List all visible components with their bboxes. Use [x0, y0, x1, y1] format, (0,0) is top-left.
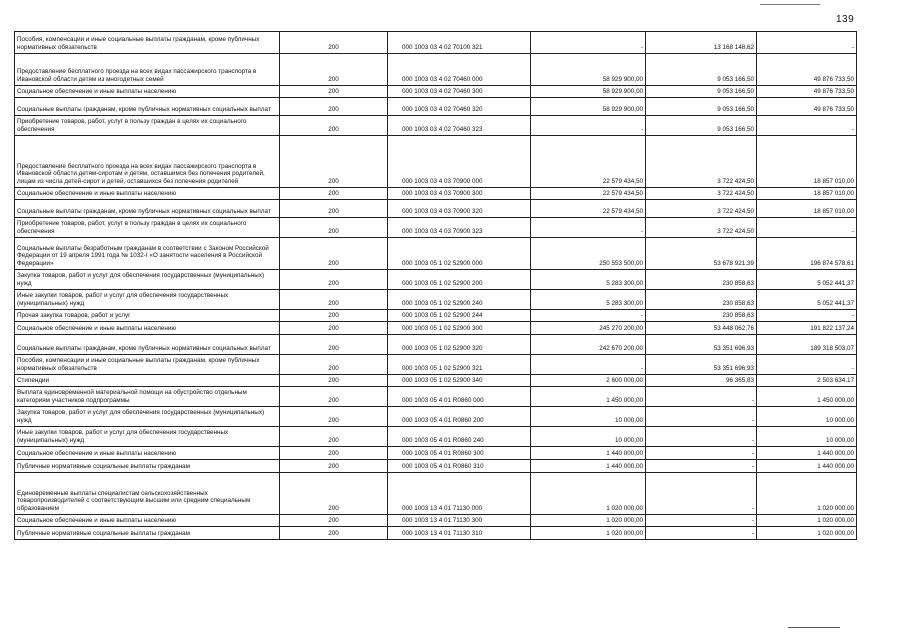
- cell-budget-classification-code: 000 1003 13 4 01 71130 300: [388, 515, 531, 527]
- cell-budget-classification-code: 000 1003 05 4 01 R0860 310: [388, 460, 531, 473]
- cell-description: Социальные выплаты гражданам, кроме публичных нормативных социальных выплат: [15, 200, 280, 218]
- cell-line-code: 200: [280, 54, 388, 86]
- cell-line-code: 200: [280, 188, 388, 200]
- cell-line-code: 200: [280, 387, 388, 407]
- cell-unexecuted-amount: 191 822 137,24: [757, 322, 857, 335]
- cell-description: Социальное обеспечение и иные выплаты населению: [15, 188, 280, 200]
- cell-line-code: 200: [280, 515, 388, 527]
- cell-line-code: 200: [280, 270, 388, 290]
- cell-description: Предоставление бесплатного проезда на всех видах пассажирского транспорта в Ивановской области детям из многодетных семей: [15, 54, 280, 86]
- table-row: [15, 218, 857, 238]
- cell-line-code: 200: [280, 473, 388, 515]
- cell-description: Социальное обеспечение и иные выплаты населению: [15, 322, 280, 335]
- cell-line-code: 200: [280, 218, 388, 238]
- cell-description: Пособия, компенсации и иные социальные выплаты гражданам, кроме публичных нормативных обязательств: [15, 355, 280, 375]
- table-row: [15, 355, 857, 375]
- cell-budget-classification-code: 000 1003 03 4 02 70460 300: [388, 86, 531, 98]
- cell-description: Социальные выплаты гражданам, кроме публичных нормативных социальных выплат: [15, 335, 280, 355]
- cell-unexecuted-amount: 49 876 733,50: [757, 54, 857, 86]
- cell-unexecuted-amount: 189 318 503,07: [757, 335, 857, 355]
- cell-unexecuted-amount: -: [757, 116, 857, 136]
- cell-executed-amount: 9 053 166,50: [646, 54, 757, 86]
- cell-line-code: 200: [280, 310, 388, 322]
- cell-approved-amount: 2 600 000,00: [531, 375, 646, 387]
- table-row: [15, 310, 857, 322]
- cell-executed-amount: 3 722 424,50: [646, 218, 757, 238]
- table-row: [15, 116, 857, 136]
- cell-line-code: 200: [280, 322, 388, 335]
- cell-approved-amount: -: [531, 218, 646, 238]
- table-row: [15, 527, 857, 540]
- cell-executed-amount: 13 168 148,62: [646, 32, 757, 54]
- cell-budget-classification-code: 000 1003 03 4 03 70900 300: [388, 188, 531, 200]
- cell-line-code: 200: [280, 200, 388, 218]
- cell-line-code: 200: [280, 290, 388, 310]
- cell-executed-amount: 3 722 424,50: [646, 188, 757, 200]
- cell-line-code: 200: [280, 335, 388, 355]
- cell-approved-amount: 10 000,00: [531, 407, 646, 427]
- cell-executed-amount: 53 448 062,76: [646, 322, 757, 335]
- cell-description: Прочая закупка товаров, работ и услуг: [15, 310, 280, 322]
- cell-description: Стипендии: [15, 375, 280, 387]
- table-row: [15, 188, 857, 200]
- cell-line-code: 200: [280, 238, 388, 270]
- cell-approved-amount: 245 270 200,00: [531, 322, 646, 335]
- cell-description: Социальное обеспечение и иные выплаты населению: [15, 447, 280, 460]
- table-row: [15, 136, 857, 188]
- cell-executed-amount: -: [646, 527, 757, 540]
- cell-unexecuted-amount: 18 857 010,00: [757, 136, 857, 188]
- cell-description: Публичные нормативные социальные выплаты гражданам: [15, 460, 280, 473]
- table-row: [15, 200, 857, 218]
- cell-line-code: 200: [280, 136, 388, 188]
- cell-unexecuted-amount: 1 440 000,00: [757, 447, 857, 460]
- cell-unexecuted-amount: 1 450 000,00: [757, 387, 857, 407]
- cell-budget-classification-code: 000 1003 13 4 01 71130 000: [388, 473, 531, 515]
- cell-unexecuted-amount: 10 000,00: [757, 407, 857, 427]
- cell-approved-amount: -: [531, 310, 646, 322]
- cell-executed-amount: 9 053 166,50: [646, 86, 757, 98]
- cell-approved-amount: 1 440 000,00: [531, 447, 646, 460]
- cell-line-code: 200: [280, 32, 388, 54]
- cell-executed-amount: 96 365,83: [646, 375, 757, 387]
- cell-budget-classification-code: 000 1003 05 1 02 52900 321: [388, 355, 531, 375]
- cell-line-code: 200: [280, 527, 388, 540]
- cell-description: Социальное обеспечение и иные выплаты населению: [15, 86, 280, 98]
- cell-executed-amount: 230 858,63: [646, 290, 757, 310]
- cell-executed-amount: 9 053 166,50: [646, 116, 757, 136]
- cell-description: Публичные нормативные социальные выплаты гражданам: [15, 527, 280, 540]
- cell-executed-amount: 230 858,63: [646, 270, 757, 290]
- table-row: [15, 322, 857, 335]
- cell-line-code: 200: [280, 427, 388, 447]
- cell-unexecuted-amount: -: [757, 310, 857, 322]
- cell-approved-amount: -: [531, 116, 646, 136]
- budget-table: [14, 31, 857, 540]
- cell-executed-amount: -: [646, 515, 757, 527]
- cell-unexecuted-amount: -: [757, 355, 857, 375]
- table-row: [15, 238, 857, 270]
- cell-approved-amount: 58 929 900,00: [531, 54, 646, 86]
- table-row: [15, 32, 857, 54]
- cell-executed-amount: -: [646, 460, 757, 473]
- cell-description: Единовременные выплаты специалистам сельскохозяйственных товаропроизводителей с соответствующим высшим или средним специальным образованием: [15, 473, 280, 515]
- table-row: [15, 407, 857, 427]
- cell-executed-amount: 53 351 696,93: [646, 355, 757, 375]
- cell-description: Иные закупки товаров, работ и услуг для обеспечения государственных (муниципальных) нужд: [15, 427, 280, 447]
- cell-budget-classification-code: 000 1003 05 4 01 R0860 240: [388, 427, 531, 447]
- cell-budget-classification-code: 000 1003 03 4 02 70100 321: [388, 32, 531, 54]
- cell-line-code: 200: [280, 447, 388, 460]
- table-row: [15, 270, 857, 290]
- cell-unexecuted-amount: -: [757, 32, 857, 54]
- cell-description: Социальное обеспечение и иные выплаты населению: [15, 515, 280, 527]
- cell-approved-amount: 10 000,00: [531, 427, 646, 447]
- cell-budget-classification-code: 000 1003 05 1 02 52900 200: [388, 270, 531, 290]
- cell-executed-amount: -: [646, 447, 757, 460]
- table-row: [15, 387, 857, 407]
- cell-executed-amount: -: [646, 407, 757, 427]
- cell-approved-amount: 5 283 300,00: [531, 290, 646, 310]
- table-row: [15, 98, 857, 116]
- table-row: [15, 460, 857, 473]
- cell-unexecuted-amount: 18 857 010,00: [757, 188, 857, 200]
- cell-unexecuted-amount: 2 503 634,17: [757, 375, 857, 387]
- table-row: [15, 290, 857, 310]
- cell-executed-amount: -: [646, 387, 757, 407]
- cell-budget-classification-code: 000 1003 05 4 01 R0860 300: [388, 447, 531, 460]
- cell-approved-amount: 250 553 500,00: [531, 238, 646, 270]
- top-rule: [760, 4, 820, 5]
- cell-description: Приобретение товаров, работ, услуг в пользу граждан в целях их социального обеспечения: [15, 116, 280, 136]
- cell-approved-amount: 1 020 000,00: [531, 473, 646, 515]
- page-number: 139: [836, 14, 855, 25]
- cell-line-code: 200: [280, 460, 388, 473]
- table-row: [15, 473, 857, 515]
- table-row: [15, 427, 857, 447]
- cell-unexecuted-amount: -: [757, 218, 857, 238]
- budget-table-body: [15, 32, 857, 540]
- cell-description: Предоставление бесплатного проезда на всех видах пассажирского транспорта в Ивановской области детям-сиротам и детям, оставшимся без попечения родителей, лицам из числа детей-сирот и детей, оставшихся без попечения родителей: [15, 136, 280, 188]
- cell-budget-classification-code: 000 1003 05 4 01 R0860 200: [388, 407, 531, 427]
- cell-description: Выплата единовременной материальной помощи на обустройство отдельным категориям участников подпрограммы: [15, 387, 280, 407]
- cell-description: Закупка товаров, работ и услуг для обеспечения государственных (муниципальных) нужд: [15, 270, 280, 290]
- cell-description: Закупка товаров, работ и услуг для обеспечения государственных (муниципальных) нужд: [15, 407, 280, 427]
- cell-line-code: 200: [280, 98, 388, 116]
- cell-description: Иные закупки товаров, работ и услуг для обеспечения государственных (муниципальных) нужд: [15, 290, 280, 310]
- cell-line-code: 200: [280, 86, 388, 98]
- cell-approved-amount: 1 020 000,00: [531, 515, 646, 527]
- cell-unexecuted-amount: 1 020 000,00: [757, 515, 857, 527]
- cell-budget-classification-code: 000 1003 05 1 02 52900 240: [388, 290, 531, 310]
- cell-budget-classification-code: 000 1003 05 1 02 52900 000: [388, 238, 531, 270]
- table-row: [15, 447, 857, 460]
- cell-unexecuted-amount: 49 876 733,50: [757, 98, 857, 116]
- cell-executed-amount: -: [646, 427, 757, 447]
- cell-budget-classification-code: 000 1003 03 4 03 70900 320: [388, 200, 531, 218]
- cell-description: Приобретение товаров, работ, услуг в пользу граждан в целях их социального обеспечения: [15, 218, 280, 238]
- cell-approved-amount: 1 450 000,00: [531, 387, 646, 407]
- cell-budget-classification-code: 000 1003 13 4 01 71130 310: [388, 527, 531, 540]
- cell-approved-amount: 58 929 900,00: [531, 86, 646, 98]
- cell-executed-amount: 53 678 921,39: [646, 238, 757, 270]
- cell-executed-amount: 230 858,63: [646, 310, 757, 322]
- cell-budget-classification-code: 000 1003 05 1 02 52900 244: [388, 310, 531, 322]
- cell-description: Социальные выплаты гражданам, кроме публичных нормативных социальных выплат: [15, 98, 280, 116]
- cell-executed-amount: 3 722 424,50: [646, 136, 757, 188]
- cell-unexecuted-amount: 196 874 578,61: [757, 238, 857, 270]
- cell-unexecuted-amount: 18 857 010,00: [757, 200, 857, 218]
- cell-description: Пособия, компенсации и иные социальные выплаты гражданам, кроме публичных нормативных обязательств: [15, 32, 280, 54]
- cell-line-code: 200: [280, 375, 388, 387]
- cell-budget-classification-code: 000 1003 03 4 02 70460 000: [388, 54, 531, 86]
- cell-unexecuted-amount: 1 020 000,00: [757, 473, 857, 515]
- cell-unexecuted-amount: 10 000,00: [757, 427, 857, 447]
- cell-budget-classification-code: 000 1003 05 1 02 52900 340: [388, 375, 531, 387]
- cell-budget-classification-code: 000 1003 05 1 02 52900 300: [388, 322, 531, 335]
- cell-approved-amount: 22 579 434,50: [531, 136, 646, 188]
- cell-approved-amount: -: [531, 355, 646, 375]
- cell-line-code: 200: [280, 116, 388, 136]
- cell-executed-amount: 9 053 166,50: [646, 98, 757, 116]
- cell-budget-classification-code: 000 1003 03 4 02 70460 320: [388, 98, 531, 116]
- cell-budget-classification-code: 000 1003 03 4 03 70900 000: [388, 136, 531, 188]
- cell-approved-amount: 1 440 000,00: [531, 460, 646, 473]
- cell-approved-amount: 22 579 434,50: [531, 188, 646, 200]
- table-row: [15, 54, 857, 86]
- cell-line-code: 200: [280, 407, 388, 427]
- cell-unexecuted-amount: 1 020 000,00: [757, 527, 857, 540]
- cell-budget-classification-code: 000 1003 03 4 03 70900 323: [388, 218, 531, 238]
- cell-executed-amount: -: [646, 473, 757, 515]
- cell-budget-classification-code: 000 1003 05 4 01 R0860 000: [388, 387, 531, 407]
- cell-approved-amount: 1 020 000,00: [531, 527, 646, 540]
- cell-unexecuted-amount: 5 052 441,37: [757, 270, 857, 290]
- cell-unexecuted-amount: 1 440 000,00: [757, 460, 857, 473]
- cell-unexecuted-amount: 49 876 733,50: [757, 86, 857, 98]
- table-row: [15, 335, 857, 355]
- cell-unexecuted-amount: 5 052 441,37: [757, 290, 857, 310]
- cell-approved-amount: 58 929 900,00: [531, 98, 646, 116]
- cell-executed-amount: 53 351 696,93: [646, 335, 757, 355]
- cell-approved-amount: 5 283 300,00: [531, 270, 646, 290]
- cell-budget-classification-code: 000 1003 03 4 02 70460 323: [388, 116, 531, 136]
- cell-approved-amount: -: [531, 32, 646, 54]
- table-row: [15, 86, 857, 98]
- cell-description: Социальные выплаты безработным гражданам в соответствии с Законом Российской Федерации от 19 апреля 1991 года № 1032-I «О занятости населения в Российской Федерации»: [15, 238, 280, 270]
- table-row: [15, 515, 857, 527]
- cell-line-code: 200: [280, 355, 388, 375]
- cell-approved-amount: 22 579 434,50: [531, 200, 646, 218]
- cell-executed-amount: 3 722 424,50: [646, 200, 757, 218]
- cell-approved-amount: 242 670 200,00: [531, 335, 646, 355]
- cell-budget-classification-code: 000 1003 05 1 02 52900 320: [388, 335, 531, 355]
- table-row: [15, 375, 857, 387]
- bottom-rule: [788, 627, 840, 628]
